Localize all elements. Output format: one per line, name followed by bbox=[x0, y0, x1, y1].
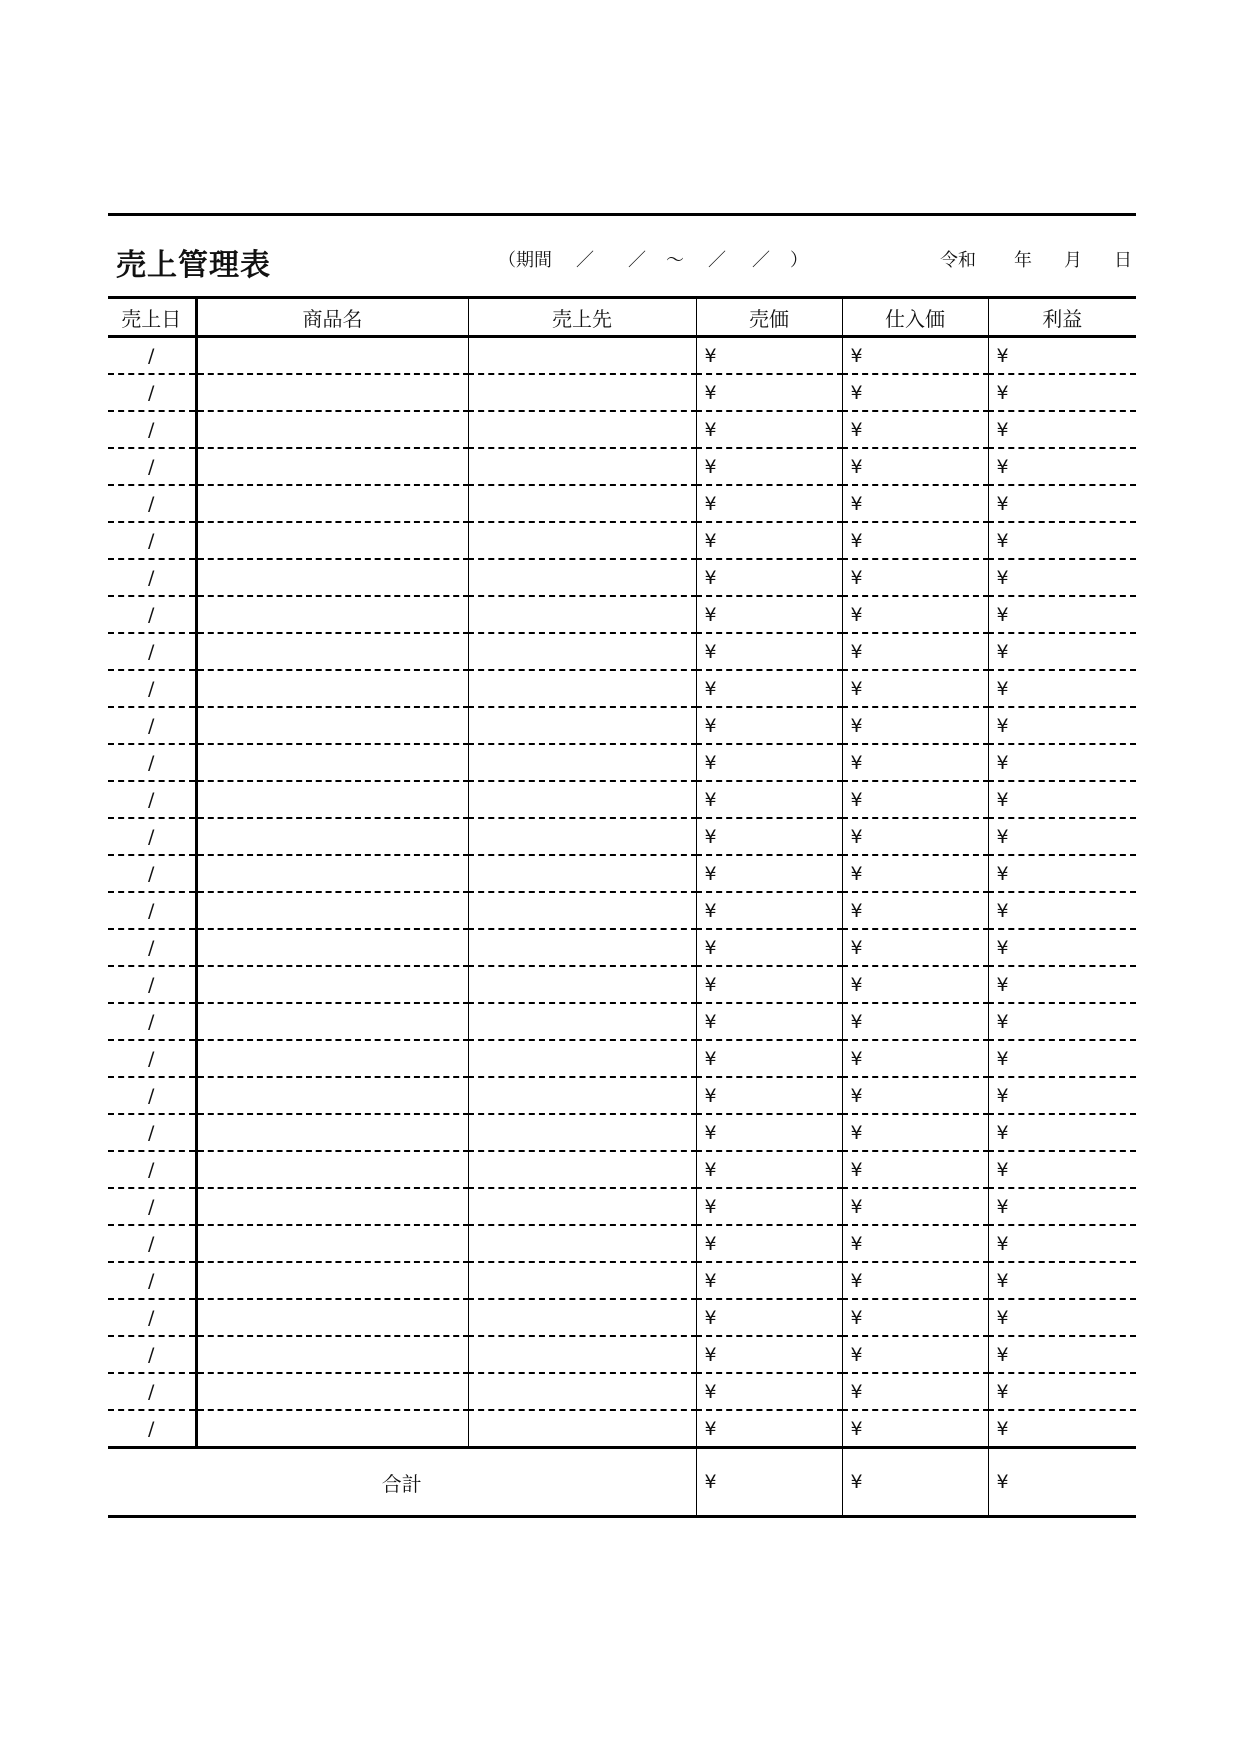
product-cell[interactable] bbox=[196, 929, 468, 966]
profit-cell[interactable]: ¥ bbox=[996, 1417, 1009, 1440]
date-cell[interactable]: / bbox=[108, 522, 196, 559]
customer-cell[interactable] bbox=[468, 374, 696, 411]
table-row bbox=[108, 559, 1136, 596]
table-row bbox=[108, 670, 1136, 707]
profit-cell[interactable]: ¥ bbox=[996, 1380, 1009, 1403]
customer-cell[interactable] bbox=[468, 559, 696, 596]
profit-cell[interactable]: ¥ bbox=[996, 973, 1009, 996]
table-row bbox=[108, 448, 1136, 485]
table-row bbox=[108, 633, 1136, 670]
table-row bbox=[108, 337, 1136, 375]
period-slash-2: ／ bbox=[628, 250, 646, 271]
price-cell[interactable]: ¥ bbox=[696, 855, 842, 892]
total-label: 合計 bbox=[108, 1448, 696, 1517]
profit-cell[interactable]: ¥ bbox=[996, 1269, 1009, 1292]
table-row bbox=[108, 374, 1136, 411]
price-cell[interactable]: ¥ bbox=[696, 1188, 842, 1225]
price-cell[interactable]: ¥ bbox=[696, 1225, 842, 1262]
price-cell[interactable]: ¥ bbox=[696, 1151, 842, 1188]
table-row bbox=[108, 1151, 1136, 1188]
table-row bbox=[108, 892, 1136, 929]
period-tilde: ～ bbox=[666, 250, 684, 271]
product-cell[interactable] bbox=[196, 485, 468, 522]
date-cell[interactable]: / bbox=[108, 966, 196, 1003]
customer-cell[interactable] bbox=[468, 485, 696, 522]
col-header-profit: 利益 bbox=[1042, 306, 1083, 331]
cost-cell[interactable]: ¥ bbox=[842, 818, 988, 855]
profit-cell[interactable]: ¥ bbox=[996, 862, 1009, 885]
cost-cell[interactable]: ¥ bbox=[842, 1373, 988, 1410]
period-open: （期間 bbox=[498, 250, 552, 271]
date-cell[interactable]: / bbox=[108, 559, 196, 596]
table-row bbox=[108, 929, 1136, 966]
period-slash-3: ／ bbox=[708, 250, 726, 271]
price-cell[interactable]: ¥ bbox=[696, 374, 842, 411]
cost-cell[interactable]: ¥ bbox=[842, 448, 988, 485]
price-cell[interactable]: ¥ bbox=[696, 1077, 842, 1114]
date-cell[interactable]: / bbox=[108, 448, 196, 485]
customer-cell[interactable] bbox=[468, 1225, 696, 1262]
date-cell[interactable]: / bbox=[108, 929, 196, 966]
product-cell[interactable] bbox=[196, 522, 468, 559]
cost-cell[interactable]: ¥ bbox=[842, 411, 988, 448]
date-cell[interactable]: / bbox=[108, 485, 196, 522]
price-cell[interactable]: ¥ bbox=[696, 1410, 842, 1448]
customer-cell[interactable] bbox=[468, 522, 696, 559]
product-cell[interactable] bbox=[196, 707, 468, 744]
cost-cell[interactable]: ¥ bbox=[842, 1336, 988, 1373]
period-slash-4: ／ bbox=[752, 250, 770, 271]
customer-cell[interactable] bbox=[468, 1336, 696, 1373]
profit-cell[interactable]: ¥ bbox=[996, 381, 1009, 404]
date-cell[interactable]: / bbox=[108, 892, 196, 929]
price-cell[interactable]: ¥ bbox=[696, 1114, 842, 1151]
date-cell[interactable]: / bbox=[108, 596, 196, 633]
table-row bbox=[108, 781, 1136, 818]
price-cell[interactable]: ¥ bbox=[696, 448, 842, 485]
table-row bbox=[108, 1114, 1136, 1151]
product-cell[interactable] bbox=[196, 1410, 468, 1448]
table-row bbox=[108, 1077, 1136, 1114]
product-cell[interactable] bbox=[196, 1114, 468, 1151]
product-cell[interactable] bbox=[196, 1225, 468, 1262]
profit-cell[interactable]: ¥ bbox=[996, 1010, 1009, 1033]
day-label: 日 bbox=[1114, 250, 1132, 271]
customer-cell[interactable] bbox=[468, 596, 696, 633]
customer-cell[interactable] bbox=[468, 670, 696, 707]
price-cell[interactable]: ¥ bbox=[696, 559, 842, 596]
product-cell[interactable] bbox=[196, 670, 468, 707]
customer-cell[interactable] bbox=[468, 448, 696, 485]
table-row bbox=[108, 1262, 1136, 1299]
cost-cell[interactable]: ¥ bbox=[842, 855, 988, 892]
cost-cell[interactable]: ¥ bbox=[842, 1188, 988, 1225]
total-profit-cell[interactable]: ¥ bbox=[996, 1471, 1009, 1493]
profit-cell[interactable]: ¥ bbox=[996, 566, 1009, 589]
product-cell[interactable] bbox=[196, 559, 468, 596]
price-cell[interactable]: ¥ bbox=[696, 670, 842, 707]
period-field[interactable] bbox=[498, 246, 808, 272]
cost-cell[interactable]: ¥ bbox=[842, 374, 988, 411]
profit-cell[interactable]: ¥ bbox=[996, 677, 1009, 700]
profit-cell[interactable]: ¥ bbox=[996, 418, 1009, 441]
sales-sheet bbox=[108, 213, 1136, 1518]
cost-cell[interactable]: ¥ bbox=[842, 707, 988, 744]
total-cost-cell[interactable]: ¥ bbox=[842, 1448, 988, 1517]
cost-cell[interactable]: ¥ bbox=[842, 1410, 988, 1448]
product-cell[interactable] bbox=[196, 1003, 468, 1040]
cost-cell[interactable]: ¥ bbox=[842, 670, 988, 707]
sheet-header bbox=[108, 216, 1136, 296]
profit-cell[interactable]: ¥ bbox=[996, 1158, 1009, 1181]
customer-cell[interactable] bbox=[468, 633, 696, 670]
date-cell[interactable]: / bbox=[108, 1373, 196, 1410]
product-cell[interactable] bbox=[196, 1040, 468, 1077]
page-title: 売上管理表 bbox=[116, 248, 271, 283]
date-cell[interactable]: / bbox=[108, 1299, 196, 1336]
table-row bbox=[108, 1373, 1136, 1410]
profit-cell[interactable]: ¥ bbox=[996, 1195, 1009, 1218]
date-cell[interactable]: / bbox=[108, 1151, 196, 1188]
profit-cell[interactable]: ¥ bbox=[996, 1306, 1009, 1329]
table-body bbox=[108, 337, 1136, 1517]
product-cell[interactable] bbox=[196, 966, 468, 1003]
col-header-customer: 売上先 bbox=[468, 298, 696, 337]
customer-cell[interactable] bbox=[468, 1151, 696, 1188]
cost-cell[interactable]: ¥ bbox=[842, 337, 988, 375]
table-row bbox=[108, 1410, 1136, 1448]
profit-cell[interactable]: ¥ bbox=[996, 344, 1009, 367]
product-cell[interactable] bbox=[196, 374, 468, 411]
cost-cell[interactable]: ¥ bbox=[842, 1262, 988, 1299]
profit-cell[interactable]: ¥ bbox=[996, 899, 1009, 922]
cost-cell[interactable]: ¥ bbox=[842, 522, 988, 559]
profit-cell[interactable]: ¥ bbox=[996, 492, 1009, 515]
table-row bbox=[108, 707, 1136, 744]
table-row bbox=[108, 485, 1136, 522]
table-row bbox=[108, 522, 1136, 559]
profit-cell[interactable]: ¥ bbox=[996, 1121, 1009, 1144]
month-label: 月 bbox=[1064, 250, 1082, 271]
table-row bbox=[108, 966, 1136, 1003]
date-cell[interactable]: / bbox=[108, 1040, 196, 1077]
customer-cell[interactable] bbox=[468, 818, 696, 855]
sales-table bbox=[108, 296, 1136, 1518]
profit-cell[interactable]: ¥ bbox=[996, 455, 1009, 478]
product-cell[interactable] bbox=[196, 1077, 468, 1114]
customer-cell[interactable] bbox=[468, 1373, 696, 1410]
table-row bbox=[108, 1188, 1136, 1225]
price-cell[interactable]: ¥ bbox=[696, 1336, 842, 1373]
product-cell[interactable] bbox=[196, 1151, 468, 1188]
cost-cell[interactable]: ¥ bbox=[842, 596, 988, 633]
price-cell[interactable]: ¥ bbox=[696, 1262, 842, 1299]
profit-cell[interactable]: ¥ bbox=[996, 714, 1009, 737]
total-row bbox=[108, 1448, 1136, 1517]
customer-cell[interactable] bbox=[468, 929, 696, 966]
price-cell[interactable]: ¥ bbox=[696, 892, 842, 929]
col-header-cost: 仕入価 bbox=[842, 298, 988, 337]
product-cell[interactable] bbox=[196, 448, 468, 485]
date-cell[interactable]: / bbox=[108, 1077, 196, 1114]
date-cell[interactable]: / bbox=[108, 1336, 196, 1373]
cost-cell[interactable]: ¥ bbox=[842, 1040, 988, 1077]
cost-cell[interactable]: ¥ bbox=[842, 966, 988, 1003]
date-cell[interactable]: / bbox=[108, 1262, 196, 1299]
date-cell[interactable]: / bbox=[108, 1410, 196, 1448]
customer-cell[interactable] bbox=[468, 1040, 696, 1077]
price-cell[interactable]: ¥ bbox=[696, 411, 842, 448]
profit-cell[interactable]: ¥ bbox=[996, 751, 1009, 774]
date-cell[interactable]: / bbox=[108, 633, 196, 670]
product-cell[interactable] bbox=[196, 892, 468, 929]
era-label: 令和 bbox=[940, 250, 976, 271]
cost-cell[interactable]: ¥ bbox=[842, 633, 988, 670]
product-cell[interactable] bbox=[196, 411, 468, 448]
product-cell[interactable] bbox=[196, 596, 468, 633]
table-row bbox=[108, 1225, 1136, 1262]
customer-cell[interactable] bbox=[468, 1114, 696, 1151]
table-row bbox=[108, 1299, 1136, 1336]
cost-cell[interactable]: ¥ bbox=[842, 781, 988, 818]
table-row bbox=[108, 744, 1136, 781]
customer-cell[interactable] bbox=[468, 1077, 696, 1114]
product-cell[interactable] bbox=[196, 633, 468, 670]
date-cell[interactable]: / bbox=[108, 1003, 196, 1040]
cost-cell[interactable]: ¥ bbox=[842, 892, 988, 929]
cost-cell[interactable]: ¥ bbox=[842, 1299, 988, 1336]
price-cell[interactable]: ¥ bbox=[696, 596, 842, 633]
profit-cell[interactable]: ¥ bbox=[996, 788, 1009, 811]
customer-cell[interactable] bbox=[468, 855, 696, 892]
price-cell[interactable]: ¥ bbox=[696, 522, 842, 559]
cost-cell[interactable]: ¥ bbox=[842, 1151, 988, 1188]
cost-cell[interactable]: ¥ bbox=[842, 559, 988, 596]
year-label: 年 bbox=[1014, 250, 1032, 271]
table-row bbox=[108, 411, 1136, 448]
profit-cell[interactable]: ¥ bbox=[996, 1047, 1009, 1070]
product-cell[interactable] bbox=[196, 1299, 468, 1336]
price-cell[interactable]: ¥ bbox=[696, 633, 842, 670]
product-cell[interactable] bbox=[196, 855, 468, 892]
date-cell[interactable]: / bbox=[108, 1114, 196, 1151]
customer-cell[interactable] bbox=[468, 337, 696, 375]
product-cell[interactable] bbox=[196, 1373, 468, 1410]
table-row bbox=[108, 596, 1136, 633]
col-header-price: 売価 bbox=[696, 298, 842, 337]
customer-cell[interactable] bbox=[468, 707, 696, 744]
product-cell[interactable] bbox=[196, 818, 468, 855]
customer-cell[interactable] bbox=[468, 1410, 696, 1448]
table-row bbox=[108, 1040, 1136, 1077]
date-cell[interactable]: / bbox=[108, 818, 196, 855]
customer-cell[interactable] bbox=[468, 1003, 696, 1040]
profit-cell[interactable]: ¥ bbox=[996, 1084, 1009, 1107]
customer-cell[interactable] bbox=[468, 781, 696, 818]
date-cell[interactable]: / bbox=[108, 744, 196, 781]
cost-cell[interactable]: ¥ bbox=[842, 929, 988, 966]
customer-cell[interactable] bbox=[468, 1188, 696, 1225]
table-row bbox=[108, 855, 1136, 892]
date-cell[interactable]: / bbox=[108, 1188, 196, 1225]
cost-cell[interactable]: ¥ bbox=[842, 485, 988, 522]
date-cell[interactable]: / bbox=[108, 337, 196, 375]
price-cell[interactable]: ¥ bbox=[696, 744, 842, 781]
cost-cell[interactable]: ¥ bbox=[842, 1077, 988, 1114]
profit-cell[interactable]: ¥ bbox=[996, 1343, 1009, 1366]
price-cell[interactable]: ¥ bbox=[696, 1373, 842, 1410]
profit-cell[interactable]: ¥ bbox=[996, 529, 1009, 552]
col-header-date: 売上日 bbox=[108, 298, 196, 337]
profit-cell[interactable]: ¥ bbox=[996, 603, 1009, 626]
date-cell[interactable]: / bbox=[108, 1225, 196, 1262]
profit-cell[interactable]: ¥ bbox=[996, 640, 1009, 663]
price-cell[interactable]: ¥ bbox=[696, 707, 842, 744]
issue-date-field[interactable] bbox=[940, 246, 1132, 272]
period-close: ） bbox=[790, 250, 808, 271]
date-cell[interactable]: / bbox=[108, 855, 196, 892]
price-cell[interactable]: ¥ bbox=[696, 966, 842, 1003]
table-row bbox=[108, 1003, 1136, 1040]
date-cell[interactable]: / bbox=[108, 707, 196, 744]
table-row bbox=[108, 818, 1136, 855]
cost-cell[interactable]: ¥ bbox=[842, 1003, 988, 1040]
product-cell[interactable] bbox=[196, 781, 468, 818]
table-row bbox=[108, 1336, 1136, 1373]
customer-cell[interactable] bbox=[468, 1299, 696, 1336]
total-price-cell[interactable]: ¥ bbox=[696, 1448, 842, 1517]
cost-cell[interactable]: ¥ bbox=[842, 1225, 988, 1262]
price-cell[interactable]: ¥ bbox=[696, 1003, 842, 1040]
date-cell[interactable]: / bbox=[108, 374, 196, 411]
period-slash-1: ／ bbox=[576, 250, 594, 271]
date-cell[interactable]: / bbox=[108, 411, 196, 448]
price-cell[interactable]: ¥ bbox=[696, 781, 842, 818]
product-cell[interactable] bbox=[196, 1188, 468, 1225]
col-header-product: 商品名 bbox=[196, 298, 468, 337]
product-cell[interactable] bbox=[196, 1262, 468, 1299]
product-cell[interactable] bbox=[196, 744, 468, 781]
profit-cell[interactable]: ¥ bbox=[996, 936, 1009, 959]
customer-cell[interactable] bbox=[468, 744, 696, 781]
date-cell[interactable]: / bbox=[108, 670, 196, 707]
product-cell[interactable] bbox=[196, 1336, 468, 1373]
customer-cell[interactable] bbox=[468, 411, 696, 448]
profit-cell[interactable]: ¥ bbox=[996, 1232, 1009, 1255]
price-cell[interactable]: ¥ bbox=[696, 818, 842, 855]
customer-cell[interactable] bbox=[468, 966, 696, 1003]
cost-cell[interactable]: ¥ bbox=[842, 744, 988, 781]
customer-cell[interactable] bbox=[468, 892, 696, 929]
customer-cell[interactable] bbox=[468, 1262, 696, 1299]
date-cell[interactable]: / bbox=[108, 781, 196, 818]
profit-cell[interactable]: ¥ bbox=[996, 825, 1009, 848]
price-cell[interactable]: ¥ bbox=[696, 929, 842, 966]
price-cell[interactable]: ¥ bbox=[696, 337, 842, 375]
table-header-row bbox=[108, 298, 1136, 337]
price-cell[interactable]: ¥ bbox=[696, 485, 842, 522]
product-cell[interactable] bbox=[196, 337, 468, 375]
price-cell[interactable]: ¥ bbox=[696, 1040, 842, 1077]
cost-cell[interactable]: ¥ bbox=[842, 1114, 988, 1151]
price-cell[interactable]: ¥ bbox=[696, 1299, 842, 1336]
